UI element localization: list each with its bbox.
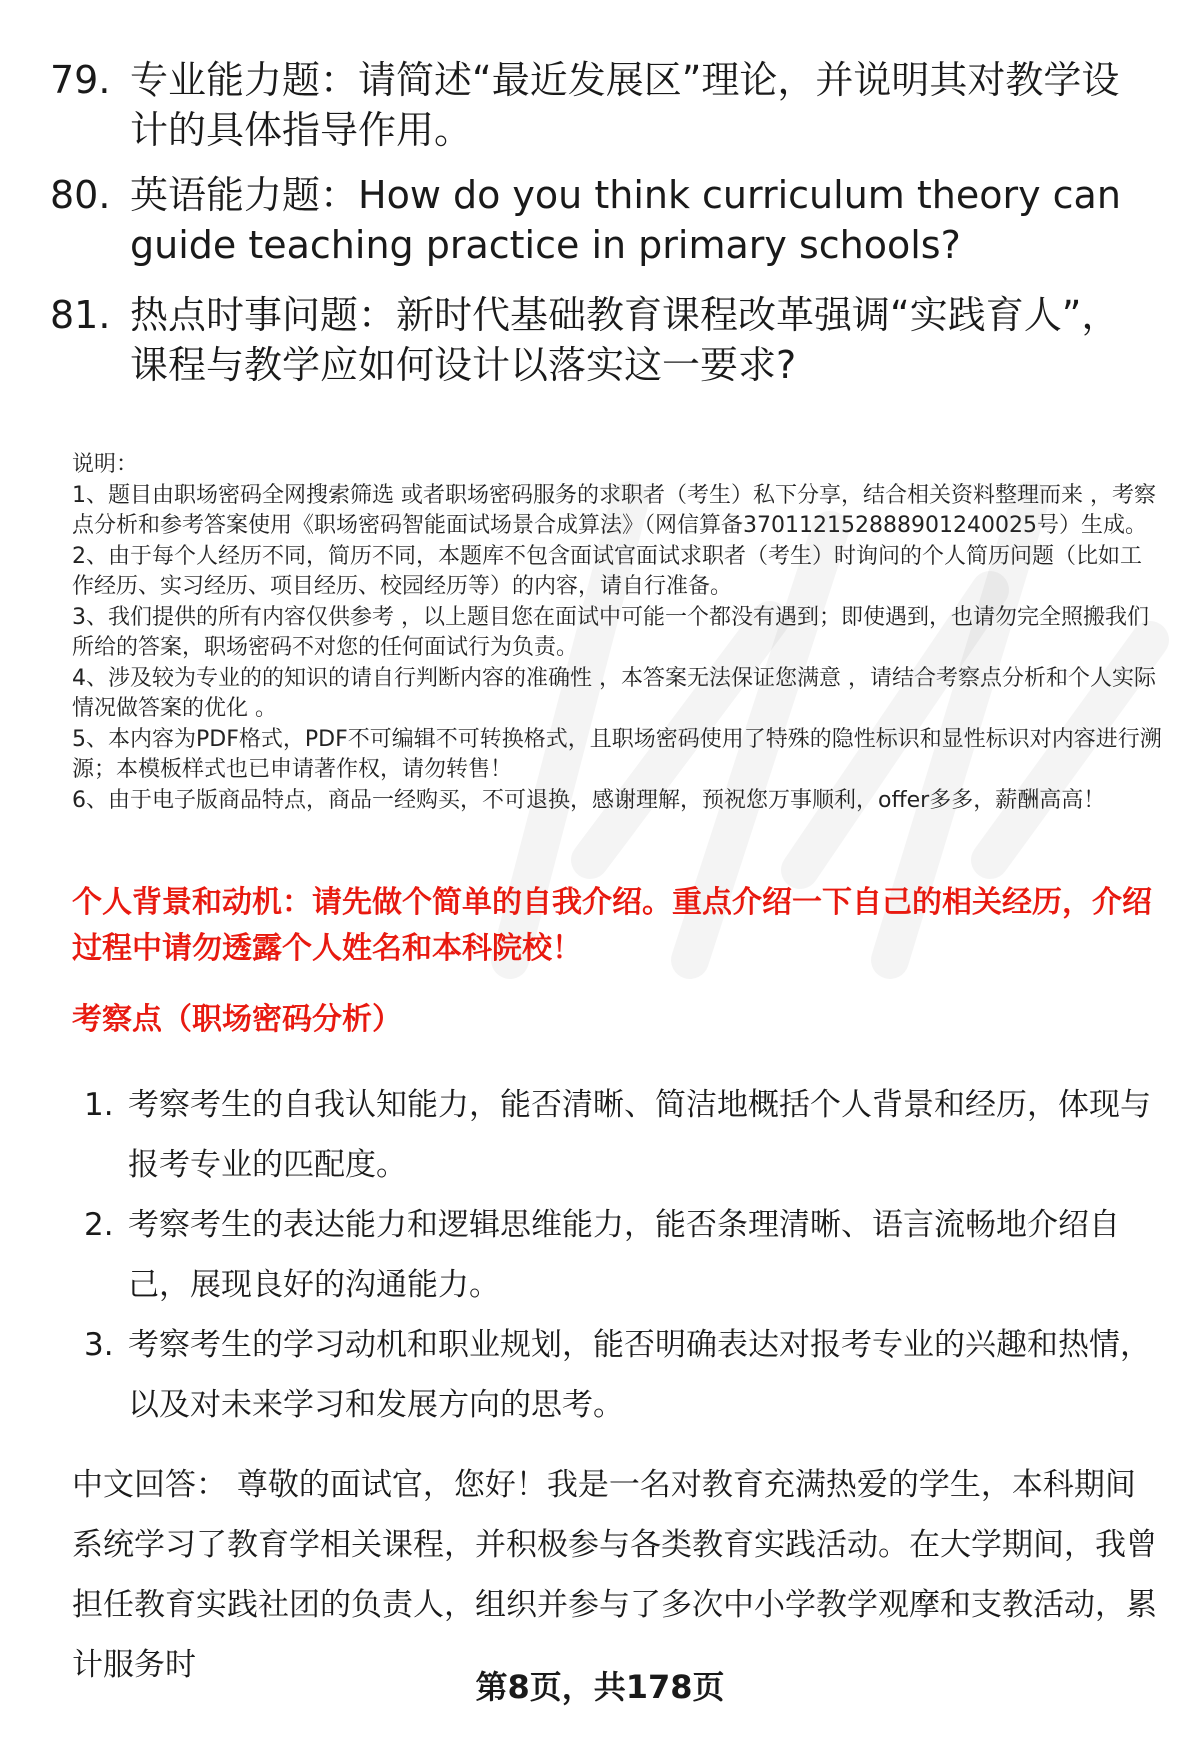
analysis-point [84, 1315, 1164, 1435]
question-81 [50, 290, 1150, 390]
note-item: 6、由于电子版商品特点，商品一经购买，不可退换，感谢理解，预祝您万事顺利，offer多多，薪酬高高！ [72, 787, 1106, 813]
question-number: 79. [50, 58, 111, 102]
notes-heading: 说明： [72, 452, 139, 477]
point-text: 考察考生的学习动机和职业规划，能否明确表达对报考专业的兴趣和热情，以及对未来学习和发展方向的思考。 [128, 1327, 1151, 1423]
point-text: 考察考生的表达能力和逻辑思维能力，能否条理清晰、语言流畅地介绍自己，展现良好的沟通能力。 [128, 1207, 1120, 1303]
analysis-points [84, 1075, 1164, 1435]
page-footer: 第8页，共178页 [475, 1668, 725, 1706]
answer-paragraph: 中文回答： 尊敬的面试官，您好！我是一名对教育充满热爱的学生，本科期间系统学习了教育学相关课程，并积极参与各类教育实践活动。在大学期间，我曾担任教育实践社团的负责人，组织并参与了多次中小学教学观摩和支教活动，累计服务时 [72, 1467, 1157, 1683]
point-text: 考察考生的自我认知能力，能否清晰、简洁地概括个人背景和经历，体现与报考专业的匹配度。 [128, 1087, 1151, 1183]
question-number: 81. [50, 293, 111, 337]
analysis-point [84, 1075, 1164, 1195]
question-80 [50, 170, 1150, 270]
question-text: 热点时事问题：新时代基础教育课程改革强调“实践育人”，课程与教学应如何设计以落实这一要求? [130, 293, 1120, 387]
note-item: 5、本内容为PDF格式，PDF不可编辑不可转换格式，且职场密码使用了特殊的隐性标识和显性标识对内容进行溯源；本模板样式也已申请著作权，请勿转售！ [72, 726, 1162, 782]
note-item: 2、由于每个人经历不同，简历不同，本题库不包含面试官面试求职者（考生）时询问的个人简历问题（比如工作经历、实习经历、项目经历、校园经历等）的内容，请自行准备。 [72, 543, 1143, 599]
note-item: 1、题目由职场密码全网搜索筛选 或者职场密码服务的求职者（考生）私下分享，结合相关资料整理而来 ，考察点分析和参考答案使用《职场密码智能面试场景合成算法》（网信算备370112152888901240025号）生成。 [72, 482, 1156, 538]
note-item: 3、我们提供的所有内容仅供参考 ，以上题目您在面试中可能一个都没有遇到；即使遇到，也请勿完全照搬我们所给的答案，职场密码不对您的任何面试行为负责。 [72, 604, 1149, 660]
notes-section [72, 450, 1162, 816]
background-question: 个人背景和动机：请先做个简单的自我介绍。重点介绍一下自己的相关经历，介绍过程中请勿透露个人姓名和本科院校！ [72, 885, 1152, 966]
point-number: 3. [84, 1327, 114, 1363]
question-text: 专业能力题：请简述“最近发展区”理论，并说明其对教学设计的具体指导作用。 [130, 58, 1120, 152]
note-item: 4、涉及较为专业的的知识的请自行判断内容的准确性 ，本答案无法保证您满意 ，请结合考察点分析和个人实际情况做答案的优化 。 [72, 665, 1156, 721]
question-number: 80. [50, 173, 111, 217]
point-number: 2. [84, 1207, 114, 1243]
analysis-title: 考察点（职场密码分析） [72, 1002, 402, 1037]
question-79 [50, 55, 1150, 155]
point-number: 1. [84, 1087, 114, 1123]
question-text: 英语能力题：How do you think curriculum theory can guide teaching practice in primary schools? [130, 173, 1121, 267]
analysis-point [84, 1195, 1164, 1315]
